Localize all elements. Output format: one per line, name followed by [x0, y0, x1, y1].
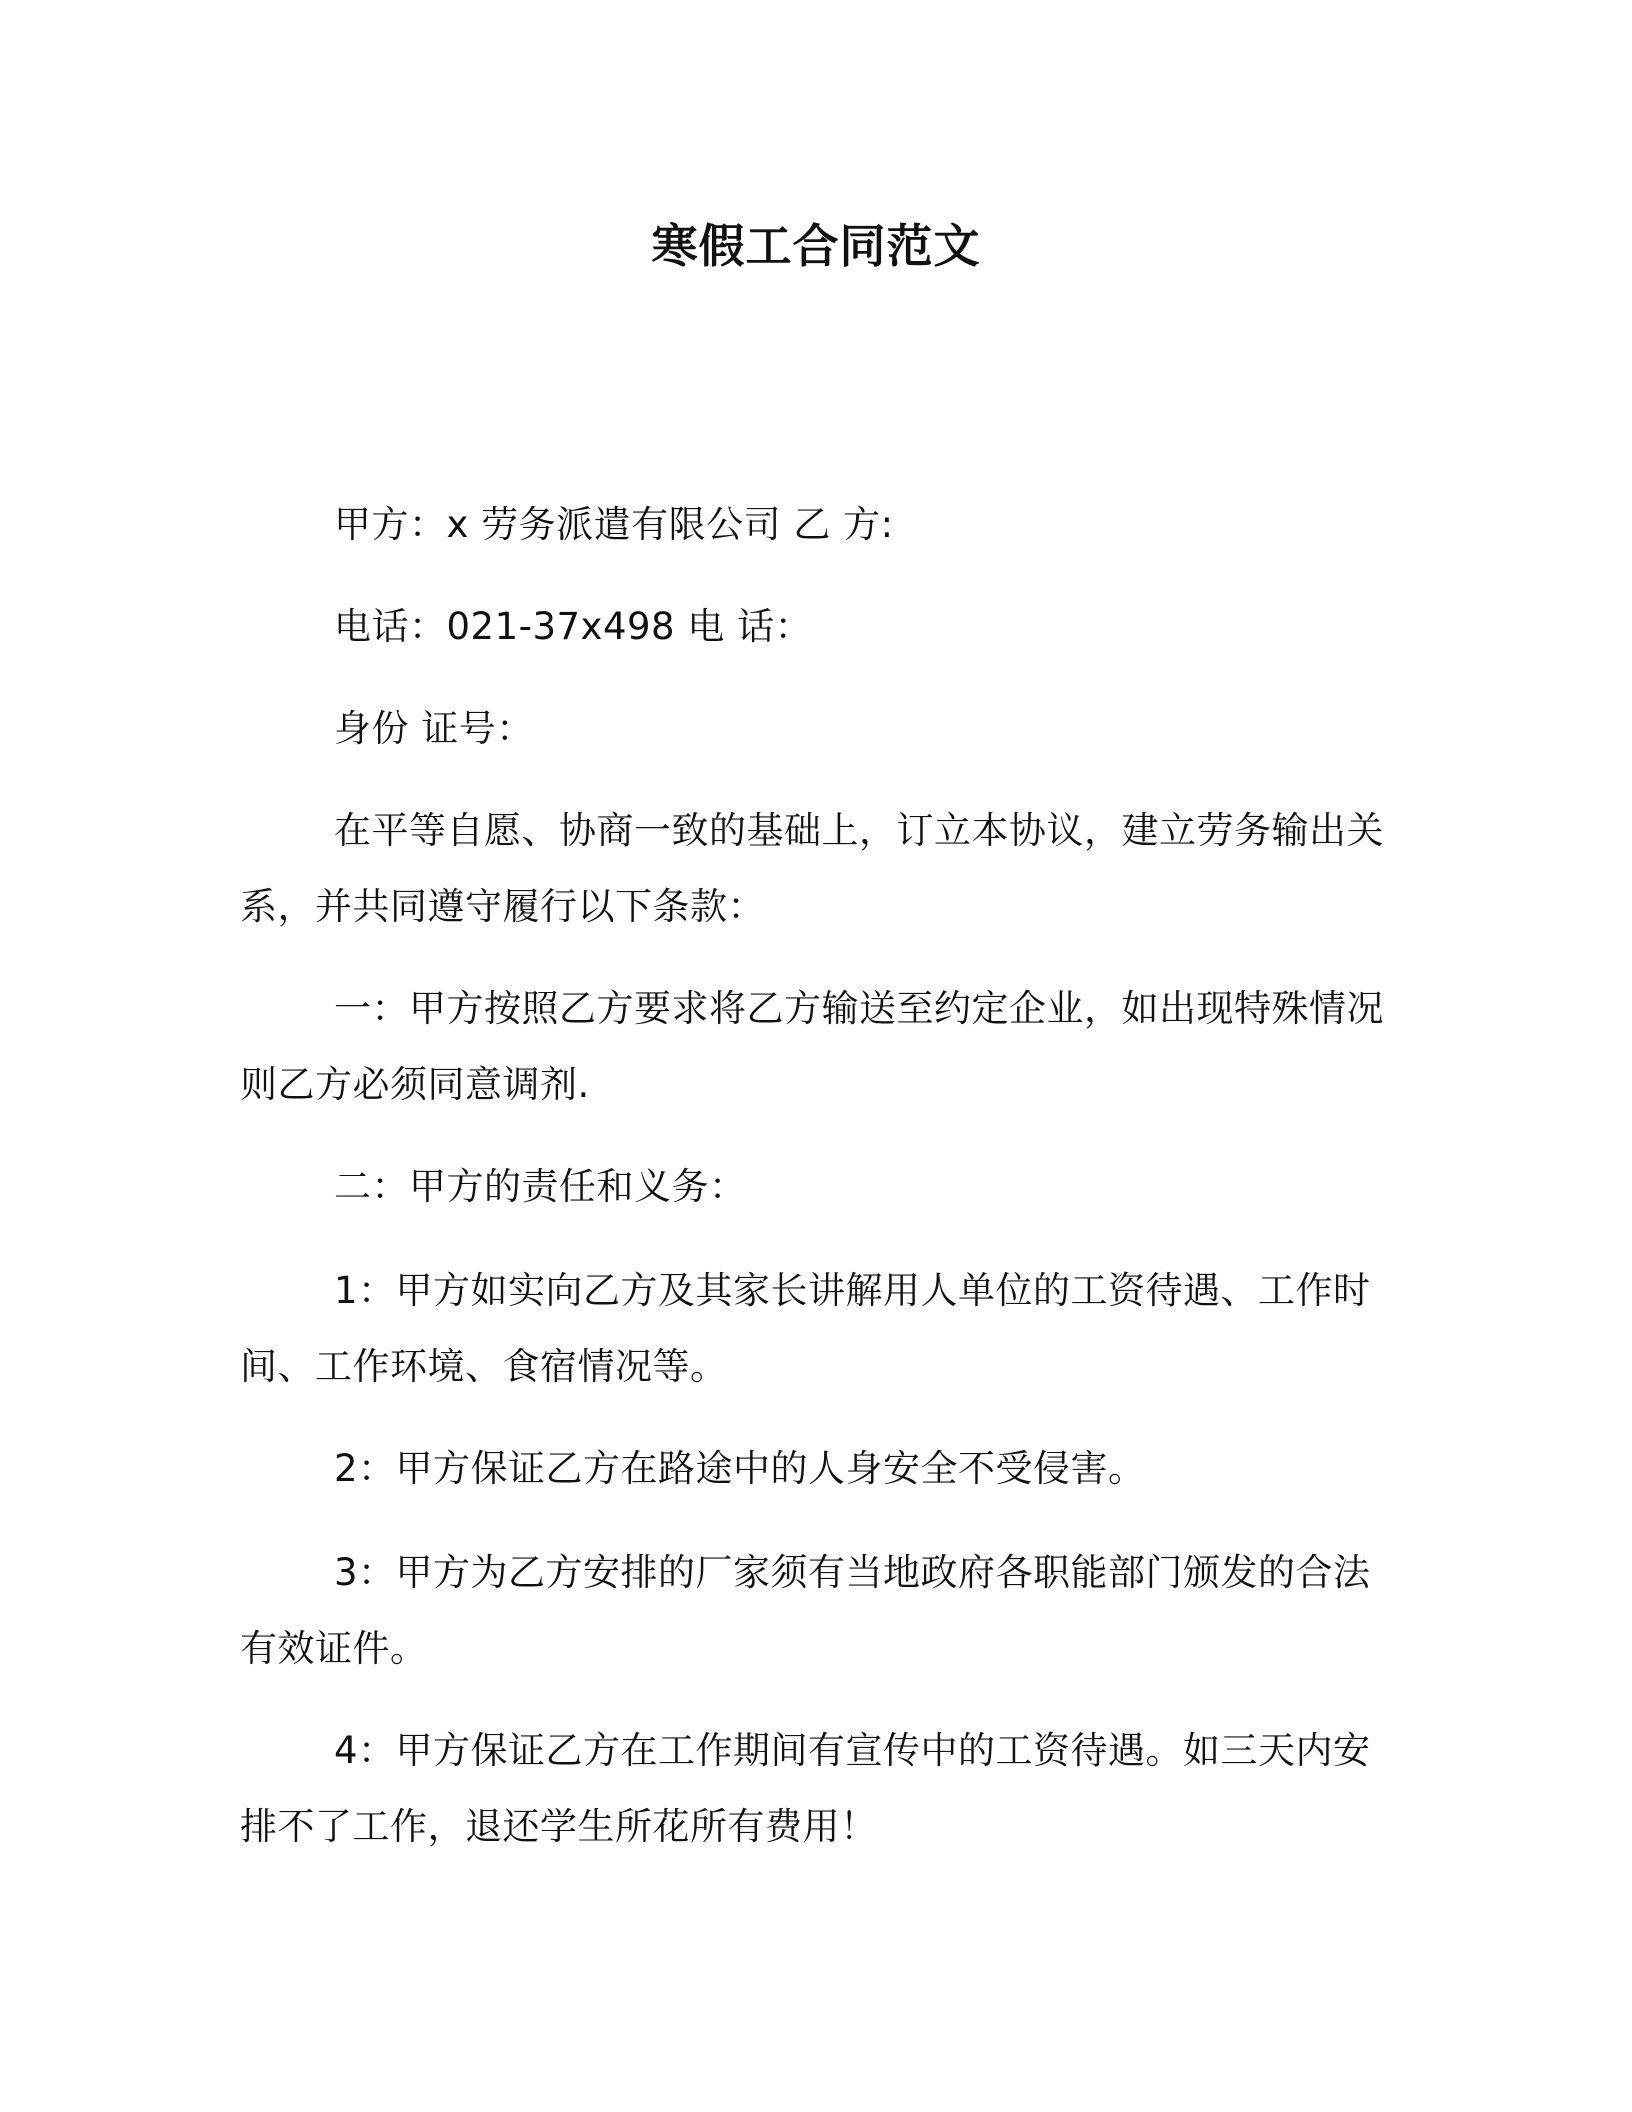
document-title: 寒假工合同范文: [651, 219, 981, 273]
party-a-line: 甲方：x 劳务派遣有限公司 乙 方:: [334, 503, 894, 546]
item-1-line-1: 1：甲方如实向乙方及其家长讲解用人单位的工资待遇、工作时: [334, 1269, 1371, 1312]
item-3-line-2: 有效证件。: [240, 1627, 428, 1670]
item-2-line: 2：甲方保证乙方在路途中的人身安全不受侵害。: [334, 1447, 1146, 1490]
preamble-line-2: 系，并共同遵守履行以下条款：: [240, 885, 765, 928]
preamble-line-1: 在平等自愿、协商一致的基础上，订立本协议，建立劳务输出关: [334, 809, 1384, 852]
item-4-line-1: 4：甲方保证乙方在工作期间有宣传中的工资待遇。如三天内安: [334, 1729, 1371, 1772]
id-number-line: 身份 证号：: [334, 707, 534, 750]
clause-1-line-1: 一：甲方按照乙方要求将乙方输送至约定企业，如出现特殊情况: [334, 987, 1384, 1030]
item-4-line-2: 排不了工作，退还学生所花所有费用！: [240, 1805, 878, 1848]
phone-line: 电话：021-37x498 电 话：: [334, 605, 813, 648]
clause-2-heading: 二：甲方的责任和义务：: [334, 1165, 747, 1208]
item-1-line-2: 间、工作环境、食宿情况等。: [240, 1345, 728, 1388]
item-3-line-1: 3：甲方为乙方安排的厂家须有当地政府各职能部门颁发的合法: [334, 1551, 1371, 1594]
clause-1-line-2: 则乙方必须同意调剂.: [240, 1063, 590, 1106]
